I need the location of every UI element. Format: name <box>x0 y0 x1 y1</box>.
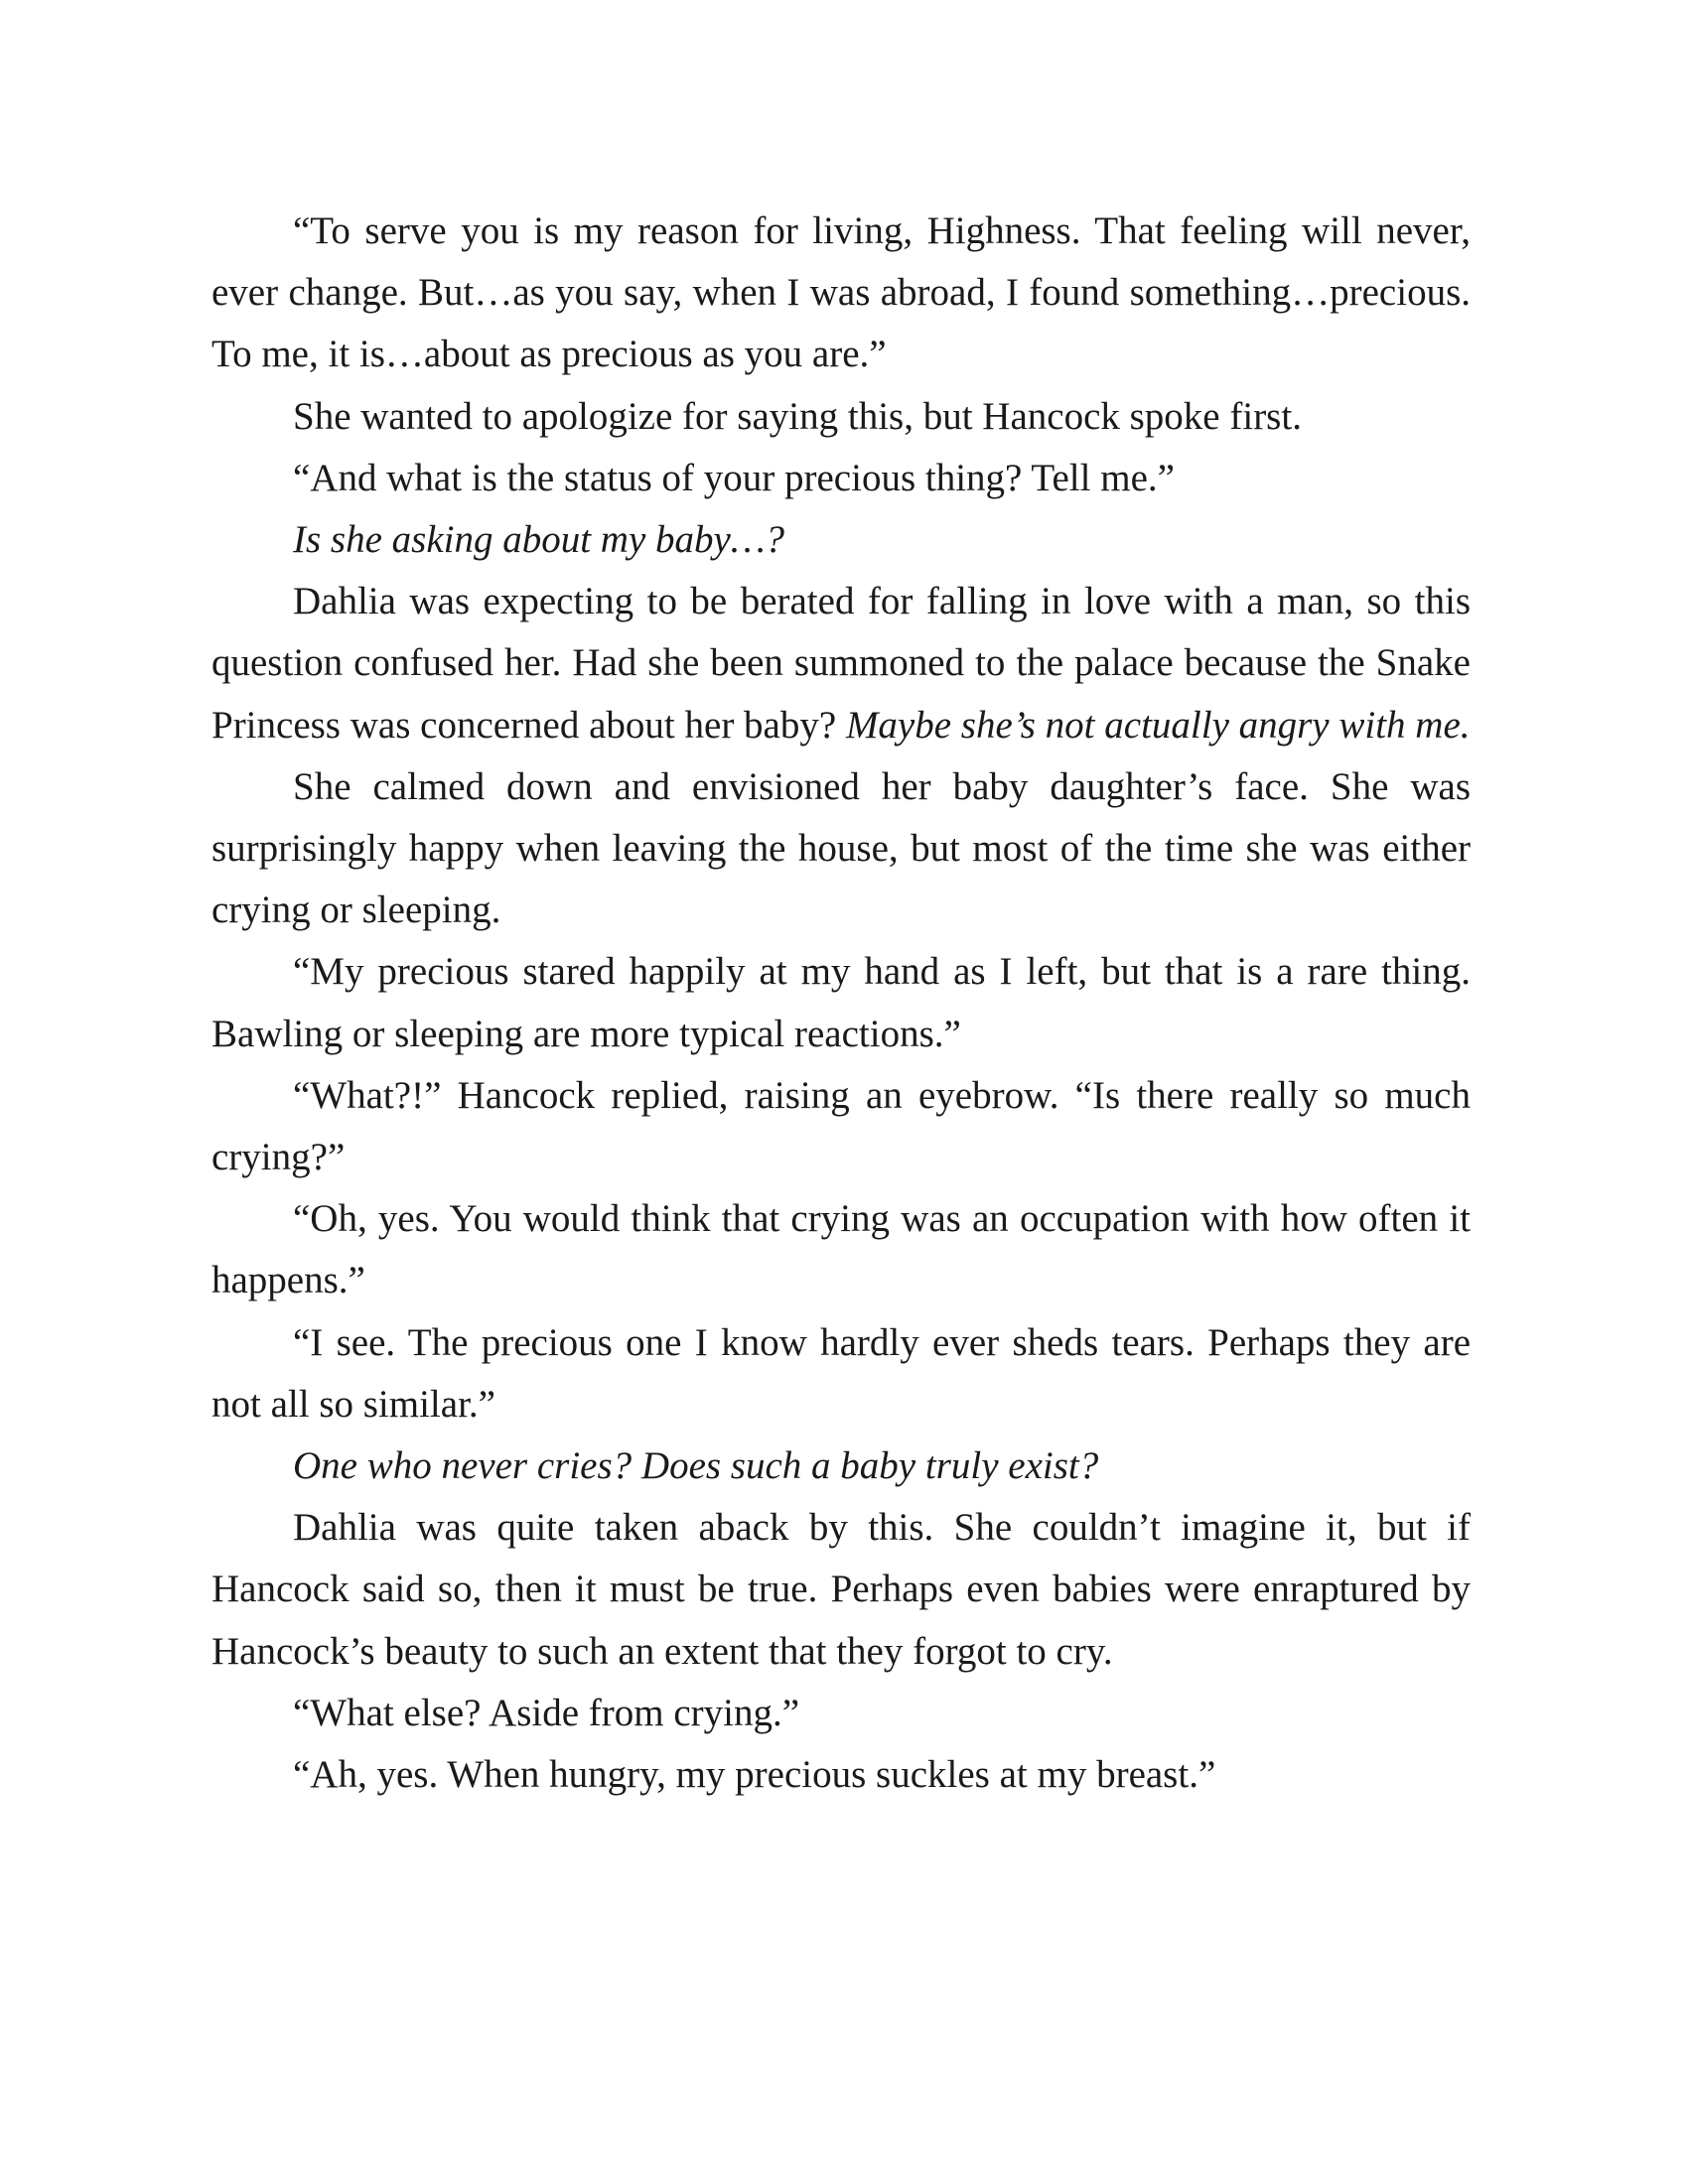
page-body <box>211 201 1471 1806</box>
paragraph <box>211 1744 1471 1806</box>
paragraph-text: “What else? Aside from crying.” <box>293 1691 800 1734</box>
paragraph-text: “Oh, yes. You would think that crying was an occupation with how often it happens.” <box>211 1197 1471 1302</box>
paragraph <box>211 1683 1471 1744</box>
paragraph <box>211 1435 1471 1497</box>
paragraph-text: “Ah, yes. When hungry, my precious suckles at my breast.” <box>293 1753 1216 1797</box>
paragraph <box>211 386 1471 448</box>
paragraph <box>211 509 1471 571</box>
italic-thought: One who never cries? Does such a baby truly exist? <box>293 1444 1099 1488</box>
paragraph-text: She wanted to apologize for saying this, but Hancock spoke first. <box>293 394 1302 438</box>
paragraph <box>211 1497 1471 1683</box>
paragraph <box>211 1188 1471 1311</box>
italic-thought: Maybe she’s not actually angry with me. <box>845 703 1471 747</box>
paragraph <box>211 1312 1471 1435</box>
paragraph-text: “And what is the status of your precious thing? Tell me.” <box>293 456 1175 499</box>
paragraph <box>211 1065 1471 1188</box>
italic-thought: Is she asking about my baby…? <box>293 518 785 562</box>
paragraph-text: “My precious stared happily at my hand as I left, but that is a rare thing. Bawling or sleeping are more typical reactions.” <box>211 950 1471 1055</box>
paragraph <box>211 941 1471 1064</box>
paragraph <box>211 201 1471 386</box>
paragraph-text: Dahlia was quite taken aback by this. She couldn’t imagine it, but if Hancock said so, then it must be true. Perhaps even babies were enraptured by Hancock’s beauty to such an extent that they forgot to cry. <box>211 1506 1471 1673</box>
paragraph-text: Dahlia was expecting to be berated for falling in love with a man, so this question confused her. Had she been summoned to the palace because the Snake Princess was concerned about her baby? <box>211 580 1471 747</box>
paragraph-text: “I see. The precious one I know hardly ever sheds tears. Perhaps they are not all so similar.” <box>211 1320 1471 1426</box>
paragraph <box>211 756 1471 942</box>
paragraph-text: “To serve you is my reason for living, Highness. That feeling will never, ever change. But…as you say, when I was abroad, I found something…precious. To me, it is…about as precious as you are.” <box>211 209 1471 376</box>
paragraph-text: She calmed down and envisioned her baby daughter’s face. She was surprisingly happy when leaving the house, but most of the time she was either crying or sleeping. <box>211 764 1471 932</box>
paragraph <box>211 448 1471 509</box>
paragraph-text: “What?!” Hancock replied, raising an eyebrow. “Is there really so much crying?” <box>211 1073 1471 1179</box>
paragraph <box>211 571 1471 756</box>
